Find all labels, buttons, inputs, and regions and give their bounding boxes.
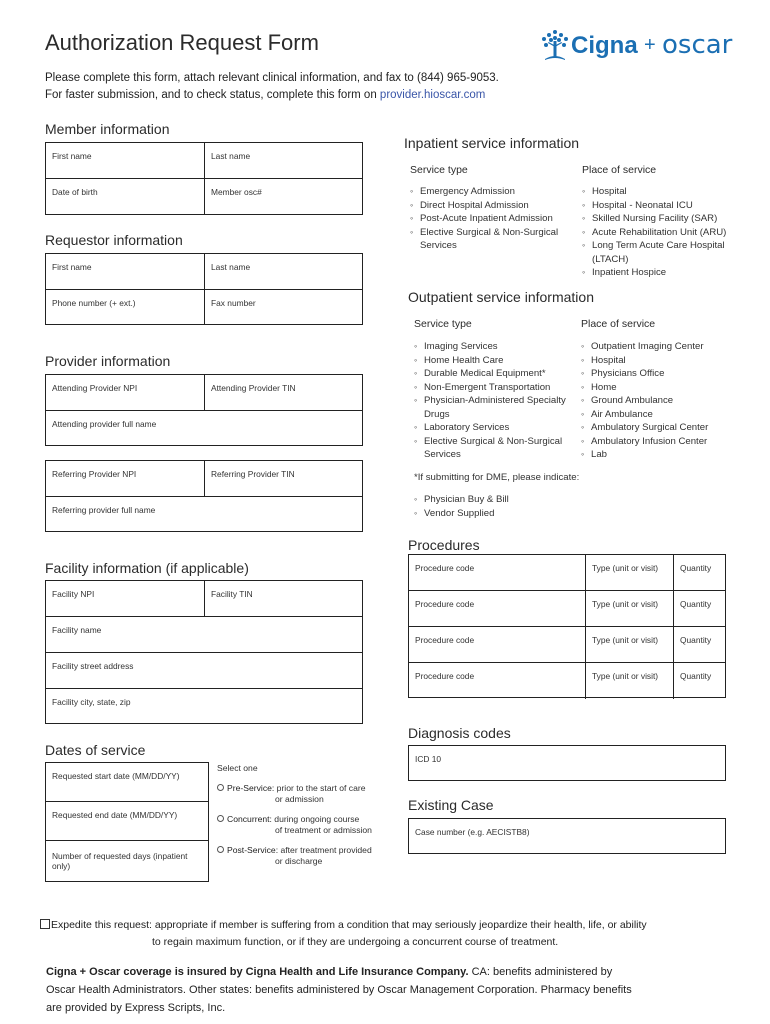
procedure-row bbox=[409, 663, 725, 699]
post-service-option[interactable] bbox=[217, 845, 372, 867]
procedure-code-field[interactable]: Procedure code bbox=[415, 635, 475, 645]
inpatient-place-item: ◦ Hospital - Neonatal ICU bbox=[582, 199, 742, 213]
outpatient-heading: Outpatient service information bbox=[408, 289, 594, 305]
outpatient-service-type-list bbox=[414, 340, 574, 462]
dates-row-3 bbox=[46, 841, 208, 881]
procedure-type-field[interactable]: Type (unit or visit) bbox=[585, 663, 673, 699]
outpatient-place-item: ◦ Ambulatory Infusion Center bbox=[581, 435, 741, 449]
outpatient-place-item: ◦ Ambulatory Surgical Center bbox=[581, 421, 741, 435]
procedure-type-field[interactable]: Type (unit or visit) bbox=[585, 591, 673, 626]
option-desc-2: or admission bbox=[275, 794, 324, 804]
select-one-label: Select one bbox=[217, 763, 258, 773]
member-dob-field[interactable]: Date of birth bbox=[52, 187, 98, 197]
expedite-line2: to regain maximum function, or if they are undergoing a concurrent course of treatment. bbox=[152, 936, 559, 948]
requestor-fax-field[interactable]: Fax number bbox=[204, 290, 362, 324]
member-row-1 bbox=[46, 143, 362, 179]
member-first-name-field[interactable]: First name bbox=[52, 151, 92, 161]
inpatient-place-item: ◦ Long Term Acute Care Hospital (LTACH) bbox=[582, 239, 742, 266]
attending-name-field[interactable]: Attending provider full name bbox=[52, 419, 157, 429]
attending-provider-box bbox=[45, 374, 363, 446]
facility-row-3 bbox=[46, 653, 362, 689]
requestor-last-name-field[interactable]: Last name bbox=[204, 254, 362, 289]
cigna-tree-icon bbox=[540, 29, 570, 63]
concurrent-option[interactable] bbox=[217, 814, 372, 836]
dates-box bbox=[45, 762, 209, 882]
existing-case-box bbox=[408, 818, 726, 854]
option-name: Concurrent: bbox=[227, 814, 272, 824]
procedure-row bbox=[409, 591, 725, 627]
expedite-section bbox=[40, 917, 740, 951]
intro-line2-text: For faster submission, and to check status, complete this form on bbox=[45, 89, 380, 101]
expedite-line1 bbox=[40, 917, 740, 934]
inpatient-service-type-item: ◦ Direct Hospital Admission bbox=[410, 199, 572, 213]
intro-line1: Please complete this form, attach relevant clinical information, and fax to (844) 965-9053. bbox=[45, 72, 499, 84]
facility-row-2 bbox=[46, 617, 362, 653]
member-last-name-field[interactable]: Last name bbox=[204, 143, 362, 178]
inpatient-heading: Inpatient service information bbox=[404, 135, 580, 151]
outpatient-place-item: ◦ Hospital bbox=[581, 354, 741, 368]
facility-heading: Facility information (if applicable) bbox=[45, 560, 249, 576]
outpatient-service-type-item: ◦ Durable Medical Equipment* bbox=[414, 367, 574, 381]
referring-row-2 bbox=[46, 497, 362, 531]
requestor-heading: Requestor information bbox=[45, 232, 183, 248]
procedure-type-field[interactable]: Type (unit or visit) bbox=[585, 627, 673, 662]
footer-line2: Oscar Health Administrators. Other states: benefits administered by Oscar Management Corporation. Pharmacy benefits bbox=[46, 984, 632, 996]
procedure-row bbox=[409, 555, 725, 591]
attending-npi-field[interactable]: Attending Provider NPI bbox=[52, 383, 138, 393]
outpatient-service-type-item: ◦ Laboratory Services bbox=[414, 421, 574, 435]
dates-row-1 bbox=[46, 763, 208, 802]
facility-name-field[interactable]: Facility name bbox=[52, 625, 102, 635]
procedure-row bbox=[409, 627, 725, 663]
outpatient-service-type-item: ◦ Physician-Administered Specialty Drugs bbox=[414, 394, 574, 421]
intro-line2 bbox=[45, 87, 745, 104]
member-row-2 bbox=[46, 179, 362, 214]
inpatient-service-type-item: ◦ Elective Surgical & Non-Surgical Services bbox=[410, 226, 572, 253]
inpatient-place-item: ◦ Inpatient Hospice bbox=[582, 266, 742, 280]
inpatient-service-type-list bbox=[410, 185, 572, 253]
requestor-row-2 bbox=[46, 290, 362, 324]
referring-npi-field[interactable]: Referring Provider NPI bbox=[52, 469, 137, 479]
requested-days-field[interactable]: Number of requested days (inpatient only) bbox=[52, 851, 188, 871]
dme-option-list bbox=[414, 493, 614, 520]
inpatient-service-type-label: Service type bbox=[410, 164, 468, 176]
logo-partner: oscar bbox=[662, 30, 733, 60]
expedite-checkbox[interactable] bbox=[40, 919, 50, 929]
inpatient-place-list bbox=[582, 185, 742, 280]
member-id-field[interactable]: Member osc# bbox=[204, 179, 362, 214]
procedure-quantity-field[interactable]: Quantity bbox=[673, 663, 725, 699]
outpatient-service-type-item: ◦ Non-Emergent Transportation bbox=[414, 381, 574, 395]
facility-row-4 bbox=[46, 689, 362, 723]
attending-row-1 bbox=[46, 375, 362, 411]
attending-row-2 bbox=[46, 411, 362, 445]
case-number-field[interactable]: Case number (e.g. AECISTB8) bbox=[415, 827, 530, 837]
member-heading: Member information bbox=[45, 121, 170, 137]
facility-box bbox=[45, 580, 363, 724]
inpatient-place-item: ◦ Hospital bbox=[582, 185, 742, 199]
inpatient-service-type-item: ◦ Emergency Admission bbox=[410, 185, 572, 199]
footer-line1 bbox=[46, 963, 736, 981]
option-desc: during ongoing course bbox=[271, 814, 360, 824]
requestor-box bbox=[45, 253, 363, 325]
footer-line3: are provided by Express Scripts, Inc. bbox=[46, 1002, 226, 1014]
procedures-table bbox=[408, 554, 726, 698]
expedite-text: Expedite this request: appropriate if member is suffering from a condition that may seriously jeopardize their health, life, or ability bbox=[51, 919, 647, 931]
inpatient-place-item: ◦ Acute Rehabilitation Unit (ARU) bbox=[582, 226, 742, 240]
icd10-field[interactable]: ICD 10 bbox=[415, 754, 442, 764]
outpatient-place-item: ◦ Home bbox=[581, 381, 741, 395]
facility-row-1 bbox=[46, 581, 362, 617]
footer bbox=[46, 963, 736, 1017]
provider-portal-link[interactable]: provider.hioscar.com bbox=[379, 89, 486, 101]
facility-city-field[interactable]: Facility city, state, zip bbox=[52, 697, 131, 707]
radio-icon[interactable] bbox=[217, 815, 224, 822]
option-name: Pre-Service: bbox=[227, 783, 275, 793]
procedure-quantity-field[interactable]: Quantity bbox=[673, 627, 725, 662]
footer-bold: Cigna + Oscar coverage is insured by Cigna Health and Life Insurance Company. bbox=[46, 966, 469, 978]
outpatient-service-type-item: ◦ Home Health Care bbox=[414, 354, 574, 368]
referring-row-1 bbox=[46, 461, 362, 497]
outpatient-service-type-label: Service type bbox=[414, 318, 472, 330]
procedure-code-field[interactable]: Procedure code bbox=[415, 599, 475, 609]
intro bbox=[45, 70, 745, 104]
requestor-row-1 bbox=[46, 254, 362, 290]
pre-service-option[interactable] bbox=[217, 783, 366, 805]
logo-brand: Cigna bbox=[571, 32, 638, 59]
attending-tin-field[interactable]: Attending Provider TIN bbox=[204, 375, 362, 410]
diagnosis-heading: Diagnosis codes bbox=[408, 725, 511, 741]
option-desc-2: or discharge bbox=[275, 856, 323, 866]
procedures-heading: Procedures bbox=[408, 537, 480, 553]
facility-street-field[interactable]: Facility street address bbox=[52, 661, 134, 671]
requestor-phone-field[interactable]: Phone number (+ ext.) bbox=[52, 298, 136, 308]
start-date-field[interactable]: Requested start date (MM/DD/YY) bbox=[52, 771, 180, 781]
option-desc: after treatment provided bbox=[278, 845, 372, 855]
option-name: Post-Service: bbox=[227, 845, 279, 855]
outpatient-service-type-item: ◦ Elective Surgical & Non-Surgical Services bbox=[414, 435, 574, 462]
option-desc: prior to the start of care bbox=[274, 783, 366, 793]
procedure-type-field[interactable]: Type (unit or visit) bbox=[585, 555, 673, 590]
outpatient-place-list bbox=[581, 340, 741, 462]
radio-icon[interactable] bbox=[217, 846, 224, 853]
dme-note: *If submitting for DME, please indicate: bbox=[414, 472, 580, 483]
inpatient-place-item: ◦ Skilled Nursing Facility (SAR) bbox=[582, 212, 742, 226]
outpatient-place-item: ◦ Physicians Office bbox=[581, 367, 741, 381]
procedure-quantity-field[interactable]: Quantity bbox=[673, 591, 725, 626]
referring-provider-box bbox=[45, 460, 363, 532]
facility-npi-field[interactable]: Facility NPI bbox=[52, 589, 95, 599]
logo bbox=[540, 29, 733, 65]
diagnosis-box bbox=[408, 745, 726, 781]
procedure-code-field[interactable]: Procedure code bbox=[415, 671, 475, 681]
dates-row-2 bbox=[46, 802, 208, 841]
outpatient-place-item: ◦ Ground Ambulance bbox=[581, 394, 741, 408]
footer-rest: CA: benefits administered by bbox=[468, 966, 613, 978]
provider-heading: Provider information bbox=[45, 353, 171, 369]
member-box bbox=[45, 142, 363, 215]
existing-case-heading: Existing Case bbox=[408, 797, 494, 813]
inpatient-place-label: Place of service bbox=[582, 164, 657, 176]
outpatient-place-item: ◦ Air Ambulance bbox=[581, 408, 741, 422]
requestor-first-name-field[interactable]: First name bbox=[52, 262, 92, 272]
inpatient-service-type-item: ◦ Post-Acute Inpatient Admission bbox=[410, 212, 572, 226]
dme-option-item: ◦ Physician Buy & Bill bbox=[414, 493, 614, 507]
page-title: Authorization Request Form bbox=[45, 30, 319, 55]
logo-plus: + bbox=[644, 34, 656, 56]
outpatient-place-item: ◦ Lab bbox=[581, 448, 741, 462]
option-desc-2: of treatment or admission bbox=[275, 825, 372, 835]
dme-option-item: ◦ Vendor Supplied bbox=[414, 507, 614, 521]
outpatient-service-type-item: ◦ Imaging Services bbox=[414, 340, 574, 354]
outpatient-place-label: Place of service bbox=[581, 318, 656, 330]
referring-name-field[interactable]: Referring provider full name bbox=[52, 505, 156, 515]
facility-tin-field[interactable]: Facility TIN bbox=[204, 581, 362, 616]
referring-tin-field[interactable]: Referring Provider TIN bbox=[204, 461, 362, 496]
radio-icon[interactable] bbox=[217, 784, 224, 791]
outpatient-place-item: ◦ Outpatient Imaging Center bbox=[581, 340, 741, 354]
procedure-code-field[interactable]: Procedure code bbox=[415, 563, 475, 573]
end-date-field[interactable]: Requested end date (MM/DD/YY) bbox=[52, 810, 178, 820]
procedure-quantity-field[interactable]: Quantity bbox=[673, 555, 725, 590]
dates-heading: Dates of service bbox=[45, 742, 146, 758]
